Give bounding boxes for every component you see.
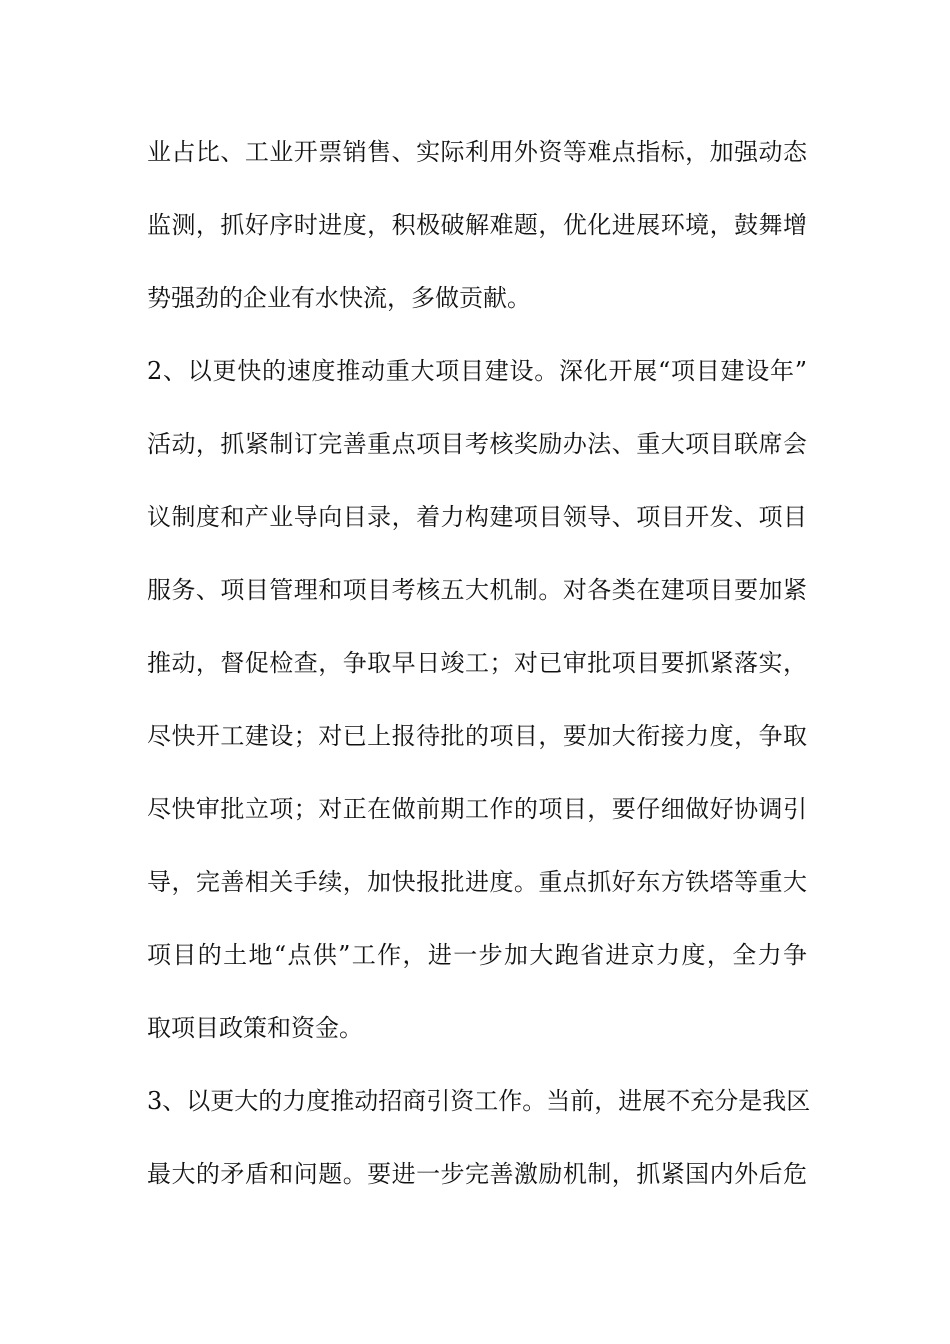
text-line-11: 导，完善相关手续，加快报批进度。重点抓好东方铁塔等重大 [147, 868, 807, 896]
text-line-5: 活动，抓紧制订完善重点项目考核奖励办法、重大项目联席会 [147, 430, 807, 458]
text-line-12: 项目的土地“点供”工作，进一步加大跑省进京力度，全力争 [147, 941, 807, 969]
text-line-2: 监测，抓好序时进度，积极破解难题，优化进展环境，鼓舞增 [147, 211, 807, 239]
text-line-13: 取项目政策和资金。 [147, 1014, 363, 1042]
text-line-3: 势强劲的企业有水快流，多做贡献。 [147, 284, 531, 312]
text-line-6: 议制度和产业导向目录，着力构建项目领导、项目开发、项目 [147, 503, 807, 531]
text-line-10: 尽快审批立项；对正在做前期工作的项目，要仔细做好协调引 [147, 795, 807, 823]
text-line-15: 最大的矛盾和问题。要进一步完善激励机制，抓紧国内外后危 [147, 1160, 807, 1188]
text-line-7: 服务、项目管理和项目考核五大机制。对各类在建项目要加紧 [147, 576, 807, 604]
text-line-14: 3、以更大的力度推动招商引资工作。当前，进展不充分是我区 [147, 1087, 811, 1115]
text-line-4: 2、以更快的速度推动重大项目建设。深化开展“项目建设年” [147, 357, 807, 385]
text-line-8: 推动，督促检查，争取早日竣工；对已审批项目要抓紧落实， [147, 649, 807, 677]
text-line-1: 业占比、工业开票销售、实际利用外资等难点指标，加强动态 [147, 138, 807, 166]
text-line-9: 尽快开工建设；对已上报待批的项目，要加大衔接力度，争取 [147, 722, 807, 750]
